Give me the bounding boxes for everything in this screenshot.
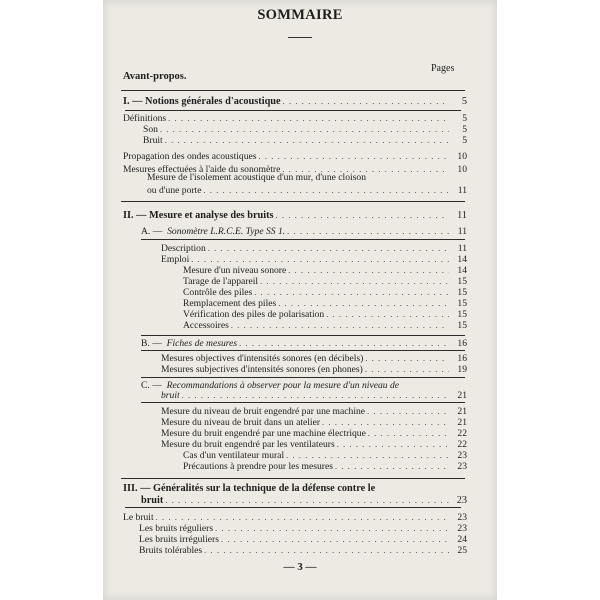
toc-entry: Remplacement des piles . . . 15	[183, 297, 467, 309]
section-divider	[125, 507, 461, 508]
toc-entry: Vérification des piles de polarisation . . . 15	[183, 308, 467, 320]
toc-entry: Le bruit . . . 23	[123, 511, 467, 523]
section-divider	[141, 402, 465, 403]
toc-entry: Mesure du niveau de bruit dans un atelier . . . 21	[161, 416, 467, 428]
section-divider	[125, 110, 461, 111]
toc-entry: Bruit . . . 5	[143, 134, 467, 146]
toc-entry: Définitions . . . 5	[123, 112, 467, 124]
toc-entry: Son . . . 5	[143, 123, 467, 135]
toc-entry: Les bruits réguliers . . . 23	[139, 522, 467, 534]
book-page	[103, 0, 497, 600]
toc-entry: bruit . . . 21	[161, 389, 467, 401]
page-title: SOMMAIRE	[257, 7, 343, 23]
toc-entry: Propagation des ondes acoustiques . . . 10	[123, 150, 467, 162]
toc-entry: Tarage de l'appareil . . . 15	[183, 275, 467, 287]
toc-entry: Mesure du niveau de bruit engendré par une machine . . . 21	[161, 405, 467, 417]
toc-entry: Emploi . . . 14	[161, 253, 467, 265]
toc-entry: Mesures objectives d'intensités sonores (en décibels) . . . 16	[161, 352, 467, 364]
toc-entry: Mesure du bruit engendré par une machine électrique . . . 22	[161, 427, 467, 439]
section-divider	[141, 239, 465, 240]
toc-entry-subsection-c: C. — Recommandations à observer pour la mesure d'un niveau de	[141, 380, 400, 391]
toc-entry: Mesure du bruit engendré par les ventilateurs . . . 22	[161, 438, 467, 450]
toc-entry-section-2: II. — Mesure et analyse des bruits . . . 11	[123, 209, 467, 221]
title-rule	[288, 37, 312, 38]
section-divider	[141, 335, 465, 336]
section-divider	[121, 478, 465, 479]
page-number: — 3 —	[283, 561, 317, 573]
toc-entry: Cas d'un ventilateur mural . . . 23	[183, 449, 467, 461]
toc-entry: Les bruits irréguliers . . . 24	[139, 533, 467, 545]
toc-entry: Mesure d'un niveau sonore . . . 14	[183, 264, 467, 276]
section-divider	[121, 90, 465, 91]
toc-entry: ou d'une porte . . . 11	[147, 184, 467, 196]
toc-entry: Description . . . 11	[161, 242, 467, 254]
toc-entry: Mesures subjectives d'intensités sonores (en phones) . . . 19	[161, 363, 467, 375]
pages-column-label: Pages	[431, 63, 455, 74]
toc-entry-subsection-a: A. — Sonomètre L.R.C.E. Type SS 1. . . . 11	[141, 225, 467, 237]
toc-entry: bruit . . . 23	[141, 494, 467, 506]
toc-entry: Contrôle des piles . . . 15	[183, 286, 467, 298]
section-divider	[141, 350, 465, 351]
toc-entry: Mesures effectuées à l'aide du sonomètre . . . 10	[123, 163, 467, 175]
toc-entry: Précautions à prendre pour les mesures . . . 23	[183, 460, 467, 472]
toc-entry-section-3: III. — Généralités sur la technique de la défense contre le	[123, 483, 376, 494]
toc-entry-section-1: I. — Notions générales d'acoustique . . . 5	[123, 95, 467, 107]
toc-entry-subsection-b: B. — Fiches de mesures . . . 16	[141, 337, 467, 349]
avant-propos: Avant-propos.	[123, 71, 187, 82]
toc-entry: Bruits tolérables . . . 25	[139, 544, 467, 556]
section-divider	[141, 377, 465, 378]
section-divider	[121, 201, 465, 202]
toc-entry-text: Mesure de l'isolement acoustique d'un mur, d'une cloison	[147, 172, 367, 183]
toc-entry: Accessoires . . . 15	[183, 319, 467, 331]
